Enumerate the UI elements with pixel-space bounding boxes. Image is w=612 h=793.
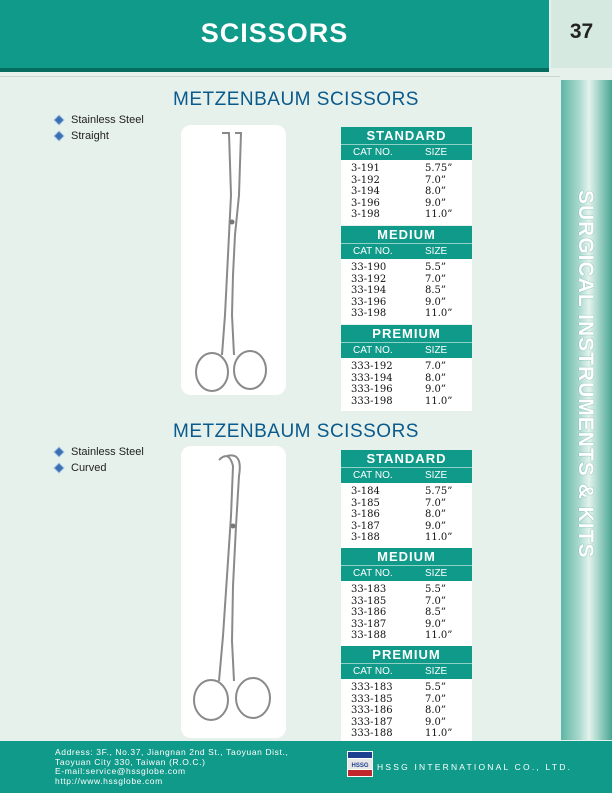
- table-grade: MEDIUM: [377, 549, 436, 564]
- email-link[interactable]: E-mail:service@hssglobe.com: [55, 766, 186, 776]
- table-row: [341, 186, 472, 198]
- col-cat: CAT NO.: [353, 470, 393, 481]
- size: 9.0”: [425, 716, 447, 728]
- bullet-list-straight: [56, 112, 144, 144]
- section-title-curved: METZENBAUM SCISSORS: [173, 421, 419, 442]
- table-grade: STANDARD: [366, 451, 447, 466]
- table-grade: STANDARD: [366, 128, 447, 143]
- table-standard-curved: [341, 450, 472, 548]
- table-standard-straight: [341, 127, 472, 225]
- col-cat: CAT NO.: [353, 246, 393, 257]
- cat-no: 33-190: [351, 262, 387, 273]
- cat-no: 33-185: [351, 595, 387, 607]
- size: 11.0”: [425, 395, 453, 407]
- cat-no: 3-191: [351, 163, 380, 174]
- table-row: [341, 596, 472, 608]
- cat-no: 333-186: [351, 705, 393, 716]
- diamond-bullet-icon: [55, 448, 63, 456]
- table-row: [341, 682, 472, 694]
- col-size: SIZE: [425, 246, 448, 257]
- cat-no: 3-192: [351, 174, 380, 186]
- size: 5.5”: [425, 584, 447, 595]
- address-line: Taoyuan City 330, Taiwan (R.O.C.): [55, 756, 206, 767]
- cat-no: 333-198: [351, 395, 393, 407]
- cat-no: 3-185: [351, 497, 380, 509]
- cat-no: 333-183: [351, 682, 393, 693]
- table-row: [341, 274, 472, 286]
- page-title: SCISSORS: [200, 18, 349, 48]
- cat-no: 333-188: [351, 728, 393, 739]
- size: 5.5”: [425, 682, 447, 693]
- table-premium-straight: [341, 325, 472, 411]
- straight-scissors-icon: [181, 125, 286, 395]
- col-cat: CAT NO.: [353, 666, 393, 677]
- col-size: SIZE: [425, 568, 448, 579]
- table-row: [341, 630, 472, 642]
- size: 9.0”: [425, 618, 447, 630]
- cat-no: 33-187: [351, 618, 387, 630]
- size: 7.0”: [425, 273, 447, 285]
- col-cat: CAT NO.: [353, 568, 393, 579]
- size: 11.0”: [425, 308, 453, 319]
- size: 5.5”: [425, 262, 447, 273]
- hssg-logo-icon: [347, 751, 373, 777]
- size: 11.0”: [425, 630, 453, 641]
- table-row: [341, 396, 472, 408]
- cat-no: 3-196: [351, 197, 380, 209]
- diamond-bullet-icon: [55, 132, 63, 140]
- col-size: SIZE: [425, 147, 448, 158]
- cat-no: 3-198: [351, 209, 380, 220]
- page-number-box: [551, 0, 612, 68]
- size: 8.5”: [425, 285, 447, 296]
- table-row: [341, 607, 472, 619]
- size: 9.0”: [425, 296, 447, 308]
- footer-address: [55, 748, 288, 786]
- col-cat: CAT NO.: [353, 345, 393, 356]
- col-cat: CAT NO.: [353, 147, 393, 158]
- cat-no: 3-186: [351, 509, 380, 520]
- product-image-straight: [181, 125, 286, 395]
- table-row: [341, 498, 472, 510]
- table-row: [341, 262, 472, 274]
- table-grade: PREMIUM: [372, 326, 441, 341]
- size: 5.75”: [425, 486, 453, 497]
- table-row: [341, 209, 472, 221]
- cat-no: 333-185: [351, 693, 393, 705]
- logo-text: HSSG: [351, 763, 369, 769]
- company-name: HSSG INTERNATIONAL CO., LTD.: [377, 762, 573, 772]
- size: 7.0”: [425, 595, 447, 607]
- size: 9.0”: [425, 384, 447, 395]
- cat-no: 33-196: [351, 296, 387, 308]
- size: 7.0”: [425, 174, 447, 186]
- cat-no: 333-192: [351, 361, 393, 372]
- divider: [0, 76, 560, 77]
- table-row: [341, 717, 472, 729]
- table-row: [341, 285, 472, 297]
- cat-no: 33-194: [351, 285, 387, 296]
- col-size: SIZE: [425, 470, 448, 481]
- table-medium-curved: [341, 548, 472, 646]
- product-image-curved: [181, 446, 286, 738]
- size: 8.0”: [425, 186, 447, 197]
- address-line: Address: 3F., No.37, Jiangnan 2nd St., Taoyuan Dist.,: [55, 747, 289, 757]
- bullet-text: Curved: [71, 462, 107, 474]
- size: 8.0”: [425, 509, 447, 520]
- cat-no: 3-194: [351, 186, 380, 197]
- diamond-bullet-icon: [55, 116, 63, 124]
- size: 11.0”: [425, 532, 453, 543]
- size: 11.0”: [425, 209, 453, 220]
- cat-no: 33-183: [351, 584, 387, 595]
- bullet-text: Stainless Steel: [71, 446, 144, 458]
- bullet-item: [56, 444, 144, 460]
- table-row: [341, 486, 472, 498]
- table-row: [341, 373, 472, 385]
- cat-no: 3-187: [351, 520, 380, 532]
- table-grade: PREMIUM: [372, 647, 441, 662]
- section-title-straight: METZENBAUM SCISSORS: [173, 89, 419, 110]
- sidebar-banner: [561, 80, 612, 740]
- cat-no: 333-194: [351, 372, 393, 384]
- bullet-item: [56, 128, 144, 144]
- size: 9.0”: [425, 520, 447, 532]
- cat-no: 33-198: [351, 308, 387, 319]
- page-footer: [0, 741, 612, 793]
- table-row: [341, 619, 472, 631]
- size: 5.75”: [425, 163, 453, 174]
- page-header: [0, 0, 549, 72]
- size: 7.0”: [425, 361, 447, 372]
- table-row: [341, 705, 472, 717]
- table-row: [341, 361, 472, 373]
- bullet-text: Stainless Steel: [71, 114, 144, 126]
- table-row: [341, 584, 472, 596]
- cat-no: 33-188: [351, 630, 387, 641]
- cat-no: 33-192: [351, 273, 387, 285]
- table-row: [341, 297, 472, 309]
- page-number: 37: [569, 20, 594, 43]
- table-row: [341, 728, 472, 740]
- cat-no: 3-188: [351, 532, 380, 543]
- table-medium-straight: [341, 226, 472, 324]
- table-row: [341, 198, 472, 210]
- size: 8.0”: [425, 372, 447, 384]
- bullet-item: [56, 112, 144, 128]
- table-row: [341, 175, 472, 187]
- size: 8.5”: [425, 607, 447, 618]
- table-premium-curved: [341, 646, 472, 744]
- table-row: [341, 163, 472, 175]
- sidebar-title: SURGICAL INSTRUMENTS & KITS: [574, 190, 597, 559]
- table-row: [341, 521, 472, 533]
- bullet-list-curved: [56, 444, 144, 476]
- table-row: [341, 532, 472, 544]
- col-size: SIZE: [425, 345, 448, 356]
- table-grade: MEDIUM: [377, 227, 436, 242]
- size: 7.0”: [425, 693, 447, 705]
- table-row: [341, 384, 472, 396]
- bullet-item: [56, 460, 144, 476]
- diamond-bullet-icon: [55, 464, 63, 472]
- table-row: [341, 308, 472, 320]
- cat-no: 333-196: [351, 384, 393, 395]
- bullet-text: Straight: [71, 130, 109, 142]
- col-size: SIZE: [425, 666, 448, 677]
- size: 8.0”: [425, 705, 447, 716]
- curved-scissors-icon: [181, 446, 286, 738]
- website-link[interactable]: http://www.hssglobe.com: [55, 775, 163, 786]
- cat-no: 333-187: [351, 716, 393, 728]
- size: 7.0”: [425, 497, 447, 509]
- size: 9.0”: [425, 197, 447, 209]
- table-row: [341, 509, 472, 521]
- table-row: [341, 694, 472, 706]
- size: 11.0”: [425, 728, 453, 739]
- cat-no: 3-184: [351, 486, 380, 497]
- cat-no: 33-186: [351, 607, 387, 618]
